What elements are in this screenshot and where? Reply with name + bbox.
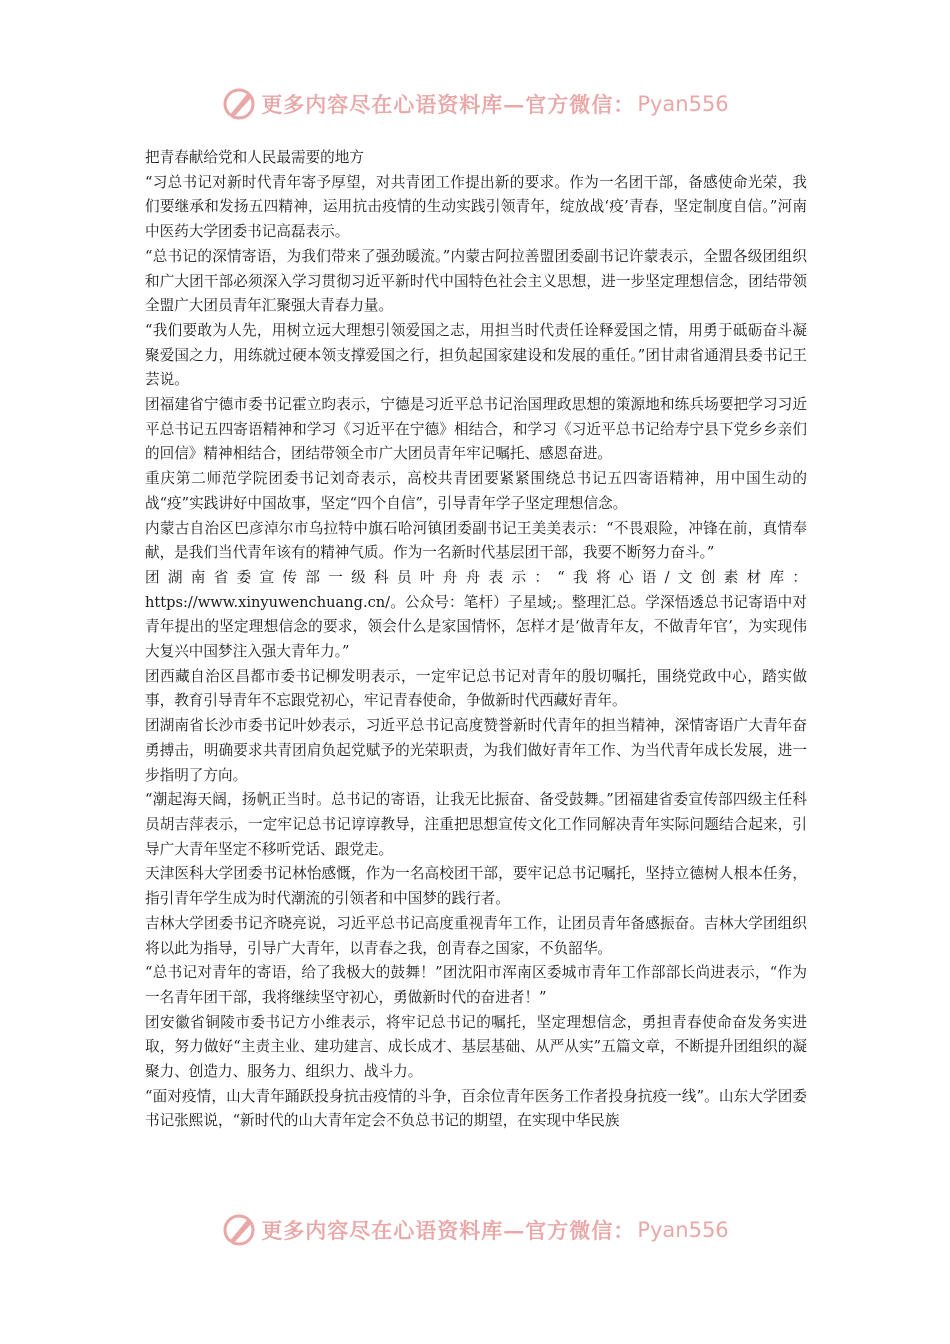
paragraph: 团西藏自治区昌都市委书记柳发明表示，一定牢记总书记对青年的殷切嘱托，围绕党政中心，踏实做事，教育引导青年不忘跟党初心，牢记青春使命，争做新时代西藏好青年。 bbox=[145, 667, 807, 710]
paragraph: 团湖南省委宣传部一级科员叶舟舟表示：“我将心语/文创素材库：https://www.xinyuwenchuang.cn/。公众号：笔杆）子星域;。整理汇总。学深悟透总书记寄语中对青年提出的坚定理想信念的要求，领会什么是家国情怀，怎样才是‘做青年友，不做青年官’，为实现伟大复兴中国梦注入强大青年力。” bbox=[145, 568, 807, 661]
paragraph: 内蒙古自治区巴彦淖尔市乌拉特中旗石哈河镇团委副书记王美美表示：“不畏艰险，冲锋在前，真情奉献，是我们当代青年该有的精神气质。作为一名新时代基层团干部，我要不断努力奋斗。” bbox=[145, 519, 807, 562]
paragraph: 团安徽省铜陵市委书记方小维表示，将牢记总书记的嘱托，坚定理想信念，勇担青春使命奋发务实进取，努力做好“主责主业、建功建言、成长成才、基层基础、从严从实”五篇文章，不断提升团组织的凝聚力、创造力、服务力、组织力、战斗力。 bbox=[145, 1013, 807, 1081]
paragraph: 重庆第二师范学院团委书记刘奇表示，高校共青团要紧紧围绕总书记五四寄语精神，用中国生动的战“疫”实践讲好中国故事，坚定“四个自信”，引导青年学子坚定理想信念。 bbox=[145, 470, 807, 512]
banner-text: 更多内容尽在心语资料库—官方微信： bbox=[261, 92, 636, 117]
paragraph: 团湖南省长沙市委书记叶妙表示，习近平总书记高度赞誉新时代青年的担当精神，深情寄语广大青年奋勇搏击，明确要求共青团肩负起党赋予的光荣职责，为我们做好青年工作、为当代青年成长发展，进一步指明了方向。 bbox=[145, 717, 807, 784]
paragraph: 吉林大学团委书记齐晓亮说，习近平总书记高度重视青年工作，让团员青年备感振奋。吉林大学团组织将以此为指导，引导广大青年，以青春之我，创青春之国家，不负韶华。 bbox=[145, 914, 807, 957]
document-title: 把青春献给党和人民最需要的地方 bbox=[145, 149, 364, 166]
paragraph: “总书记对青年的寄语，给了我极大的鼓舞！”团沈阳市浑南区委城市青年工作部部长尚进表示，“作为一名青年团干部，我将继续坚守初心，勇做新时代的奋进者！” bbox=[145, 964, 807, 1006]
document-body bbox=[145, 146, 807, 1134]
paragraph: “我们要敢为人先，用树立远大理想引领爱国之志，用担当时代责任诠释爱国之情，用勇于砥砺奋斗凝聚爱国之力，用练就过硬本领支撑爱国之行，担负起国家建设和发展的重任。”团甘肃省通渭县委书记王芸说。 bbox=[145, 321, 807, 389]
footer-banner bbox=[0, 1208, 950, 1252]
paragraph: 天津医科大学团委书记林怡感慨，作为一名高校团干部，要牢记总书记嘱托，坚持立德树人根本任务，指引青年学生成为时代潮流的引领者和中国梦的践行者。 bbox=[145, 865, 807, 908]
paragraph: “总书记的深情寄语，为我们带来了强劲暖流。”内蒙古阿拉善盟团委副书记许蒙表示，全盟各级团组织和广大团干部必须深入学习贯彻习近平新时代中国特色社会主义思想，进一步坚定理想信念，团结带领全盟广大团员青年汇聚强大青春力量。 bbox=[145, 247, 807, 315]
pen-logo-icon bbox=[221, 86, 257, 122]
paragraph: “面对疫情，山大青年踊跃投身抗击疫情的斗争，百余位青年医务工作者投身抗疫一线”。山东大学团委书记张熙说，“新时代的山大青年定会不负总书记的期望，在实现中华民族 bbox=[145, 1087, 807, 1130]
pen-logo-icon bbox=[221, 1212, 257, 1248]
header-banner bbox=[0, 82, 950, 126]
banner-wechat-id: Pyan556 bbox=[637, 92, 729, 116]
paragraph: “潮起海天阔，扬帆正当时。总书记的寄语，让我无比振奋、备受鼓舞。”团福建省委宣传部四级主任科员胡吉萍表示，一定牢记总书记谆谆教导，注重把思想宣传文化工作同解决青年实际问题结合起来，引导广大青年坚定不移听党话、跟党走。 bbox=[145, 791, 807, 858]
paragraph: 团福建省宁德市委书记霍立昀表示，宁德是习近平总书记治国理政思想的策源地和练兵场要把学习习近平总书记五四寄语精神和学习《习近平在宁德》相结合，和学习《习近平总书记给寿宁县下党乡乡亲们的回信》精神相结合，团结带领全市广大团员青年牢记嘱托、感恩奋进。 bbox=[145, 396, 807, 463]
banner-wechat-id: Pyan556 bbox=[637, 1218, 729, 1242]
paragraph: “习总书记对新时代青年寄予厚望，对共青团工作提出新的要求。作为一名团干部，备感使命光荣，我们要继承和发扬五四精神，运用抗击疫情的生动实践引领青年，绽放战‘疫’青春，坚定制度自信。”河南中医药大学团委书记高磊表示。 bbox=[145, 173, 807, 241]
banner-text: 更多内容尽在心语资料库—官方微信： bbox=[261, 1218, 636, 1243]
